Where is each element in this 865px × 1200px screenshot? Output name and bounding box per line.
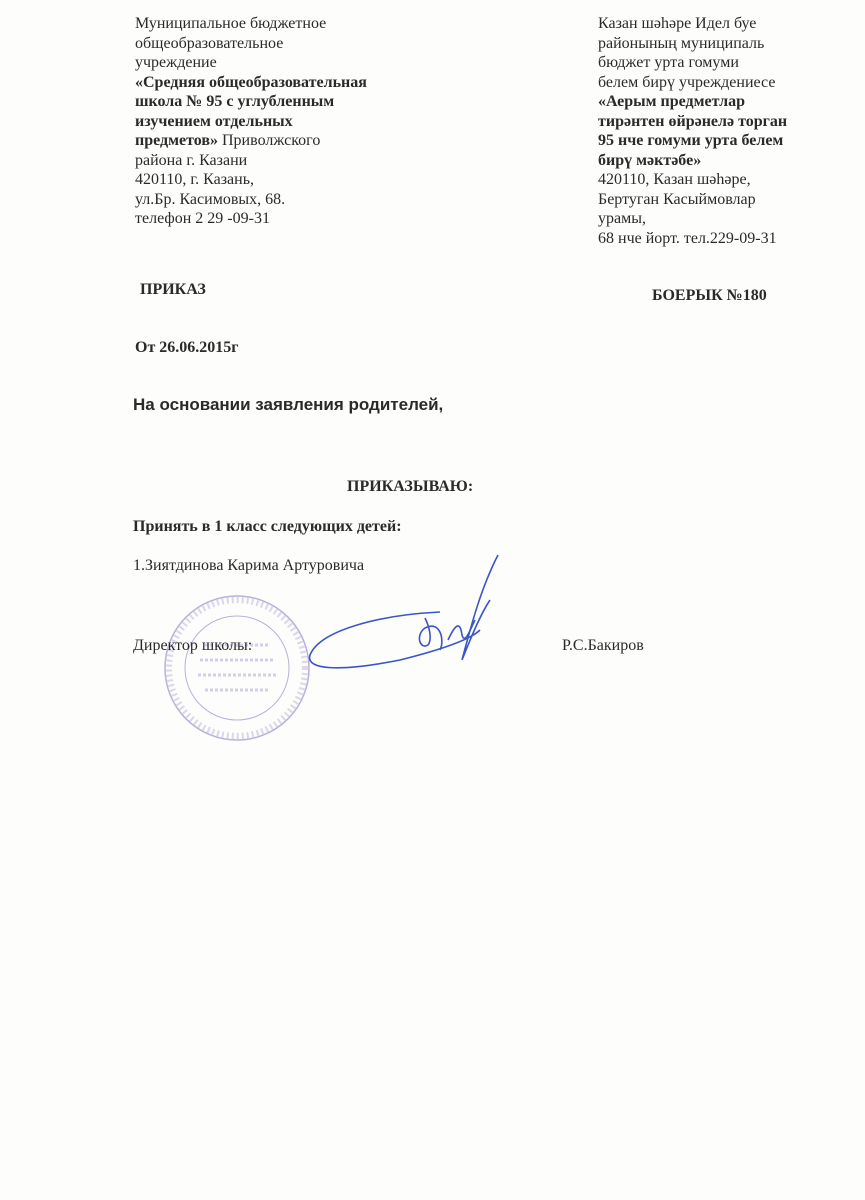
- official-stamp: [165, 596, 309, 740]
- school-name-line: 95 нче гомуми урта белем: [598, 132, 784, 149]
- address-line: ул.Бр. Касимовых, 68.: [135, 190, 286, 208]
- header-line: учреждение: [135, 54, 217, 71]
- order-title-ru: ПРИКАЗ: [140, 281, 206, 298]
- address-line: Бертуган Касыймовлар: [598, 190, 756, 208]
- school-name-line: тирәнтен өйрәнелә торган: [598, 112, 788, 130]
- header-right: [598, 14, 787, 248]
- signature-position: Директор школы:: [133, 637, 253, 654]
- order-date: От 26.06.2015г: [135, 339, 239, 356]
- school-name-line: изучением отдельных: [135, 112, 293, 130]
- address-line: 420110, г. Казань,: [135, 171, 255, 188]
- school-name-line: бирү мәктәбе»: [598, 151, 702, 169]
- school-name-line: школа № 95 с углубленным: [135, 93, 335, 110]
- signature-name: Р.С.Бакиров: [562, 637, 644, 654]
- header-line: бюджет урта гомуми: [598, 54, 739, 71]
- school-name-end: предметов»: [135, 132, 218, 149]
- phone-line: телефон 2 29 -09-31: [135, 210, 270, 227]
- address-line: района г. Казани: [135, 151, 248, 169]
- child-list-item: 1.Зиятдинова Карима Артуровича: [133, 557, 365, 574]
- header-line: общеобразовательное: [135, 34, 284, 52]
- header-line: районының муниципаль: [598, 34, 765, 52]
- district: Приволжского: [218, 132, 321, 149]
- order-instruction: Принять в 1 класс следующих детей:: [133, 518, 402, 535]
- school-name-line: «Средняя общеобразовательная: [135, 73, 367, 91]
- school-name-line-last: [135, 131, 367, 151]
- address-line: урамы,: [598, 210, 646, 227]
- school-name-line: «Аерым предметлар: [598, 93, 745, 110]
- order-basis: На основании заявления родителей,: [133, 395, 444, 414]
- phone-line: 68 нче йорт. тел.229-09-31: [598, 229, 777, 247]
- header-left: [135, 14, 367, 229]
- order-title-tt: БОЕРЫК №180: [652, 287, 767, 304]
- header-line: белем бирү учреждениесе: [598, 73, 776, 91]
- order-command: ПРИКАЗЫВАЮ:: [347, 478, 474, 495]
- header-line: Муниципальное бюджетное: [135, 15, 327, 32]
- address-line: 420110, Казан шәһәре,: [598, 171, 751, 188]
- header-line: Казан шәһәре Идел буе: [598, 15, 757, 32]
